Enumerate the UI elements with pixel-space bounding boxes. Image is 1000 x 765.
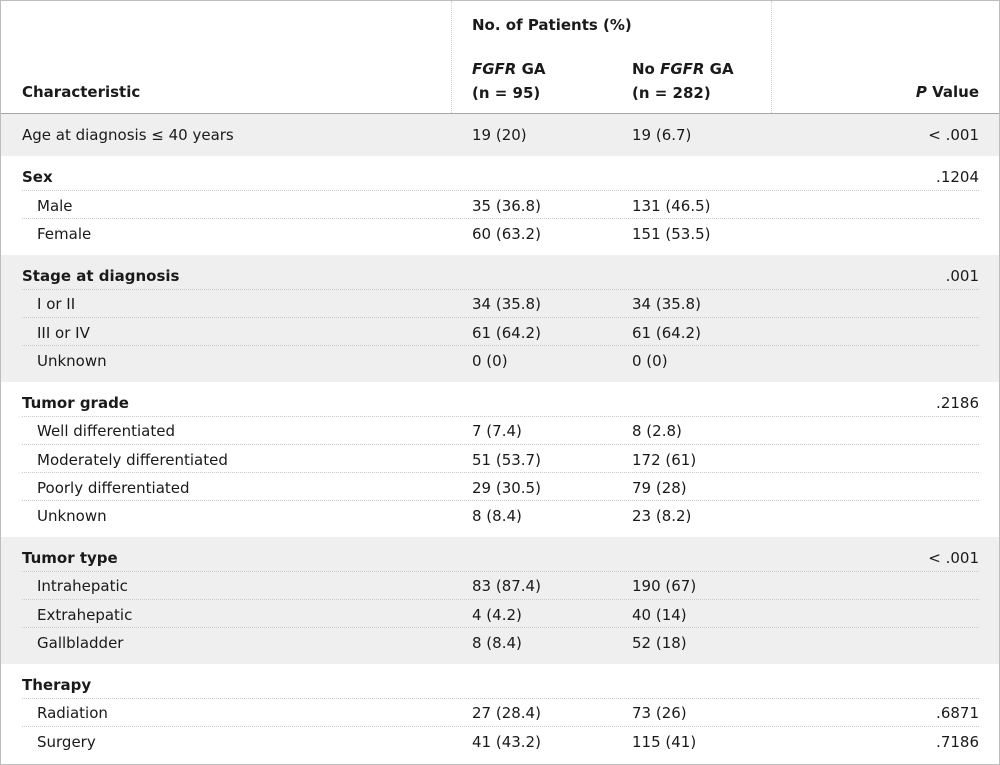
no-fgfr-value: 79 (28) bbox=[632, 479, 687, 497]
group-label: Therapy bbox=[22, 676, 92, 694]
fgfr-value: 34 (35.8) bbox=[472, 295, 541, 313]
row-label: Moderately differentiated bbox=[37, 451, 228, 469]
header-divider bbox=[771, 1, 772, 113]
fgfr-value: 83 (87.4) bbox=[472, 577, 541, 595]
row-label: Female bbox=[37, 225, 92, 243]
row-label: Male bbox=[37, 197, 73, 215]
fgfr-ga-header: FGFR GA bbox=[472, 60, 546, 78]
table-header bbox=[1, 1, 999, 114]
row-label: Radiation bbox=[37, 704, 108, 722]
row-label: Age at diagnosis ≤ 40 years bbox=[22, 126, 234, 144]
no-fgfr-value: 19 (6.7) bbox=[632, 126, 692, 144]
row-label: III or IV bbox=[37, 324, 90, 342]
no-fgfr-ga-header: No FGFR GA bbox=[632, 60, 734, 78]
group-label: Tumor type bbox=[22, 549, 118, 567]
group-label: Tumor grade bbox=[22, 394, 129, 412]
row-label: Extrahepatic bbox=[37, 606, 133, 624]
fgfr-value: 61 (64.2) bbox=[472, 324, 541, 342]
p-value-header: P Value bbox=[915, 83, 979, 101]
fgfr-value: 35 (36.8) bbox=[472, 197, 541, 215]
header-divider bbox=[451, 1, 452, 113]
no-fgfr-value: 61 (64.2) bbox=[632, 324, 701, 342]
no-fgfr-ga-n: (n = 282) bbox=[632, 84, 711, 102]
group-header: No. of Patients (%) bbox=[472, 16, 632, 34]
p-value: .2186 bbox=[936, 394, 979, 412]
no-fgfr-value: 131 (46.5) bbox=[632, 197, 711, 215]
p-value: .6871 bbox=[936, 704, 979, 722]
fgfr-value: 29 (30.5) bbox=[472, 479, 541, 497]
table-row bbox=[1, 114, 999, 156]
fgfr-value: 19 (20) bbox=[472, 126, 527, 144]
fgfr-value: 4 (4.2) bbox=[472, 606, 522, 624]
fgfr-value: 7 (7.4) bbox=[472, 422, 522, 440]
no-fgfr-value: 115 (41) bbox=[632, 733, 697, 751]
characteristic-header: Characteristic bbox=[22, 83, 141, 101]
row-label: Well differentiated bbox=[37, 422, 175, 440]
fgfr-value: 8 (8.4) bbox=[472, 634, 522, 652]
fgfr-value: 51 (53.7) bbox=[472, 451, 541, 469]
p-value: .001 bbox=[945, 267, 979, 285]
fgfr-value: 41 (43.2) bbox=[472, 733, 541, 751]
no-fgfr-value: 23 (8.2) bbox=[632, 507, 692, 525]
no-fgfr-value: 52 (18) bbox=[632, 634, 687, 652]
row-group-stage bbox=[1, 255, 999, 382]
row-label: Poorly differentiated bbox=[37, 479, 190, 497]
row-group-type bbox=[1, 537, 999, 664]
row-label: Surgery bbox=[37, 733, 96, 751]
p-value: < .001 bbox=[928, 549, 979, 567]
row-group-grade bbox=[1, 382, 999, 537]
no-fgfr-value: 0 (0) bbox=[632, 352, 668, 370]
group-label: Sex bbox=[22, 168, 53, 186]
fgfr-ga-n: (n = 95) bbox=[472, 84, 541, 102]
no-fgfr-value: 172 (61) bbox=[632, 451, 697, 469]
fgfr-value: 60 (63.2) bbox=[472, 225, 541, 243]
p-value: < .001 bbox=[928, 126, 979, 144]
fgfr-value: 8 (8.4) bbox=[472, 507, 522, 525]
row-label: I or II bbox=[37, 295, 76, 313]
row-label: Unknown bbox=[37, 352, 107, 370]
no-fgfr-value: 34 (35.8) bbox=[632, 295, 701, 313]
row-label: Gallbladder bbox=[37, 634, 124, 652]
row-group-therapy bbox=[1, 664, 999, 764]
no-fgfr-value: 151 (53.5) bbox=[632, 225, 711, 243]
fgfr-value: 27 (28.4) bbox=[472, 704, 541, 722]
group-label: Stage at diagnosis bbox=[22, 267, 180, 285]
row-label: Unknown bbox=[37, 507, 107, 525]
fgfr-value: 0 (0) bbox=[472, 352, 508, 370]
p-value: .1204 bbox=[936, 168, 979, 186]
no-fgfr-value: 73 (26) bbox=[632, 704, 687, 722]
row-label: Intrahepatic bbox=[37, 577, 128, 595]
no-fgfr-value: 190 (67) bbox=[632, 577, 697, 595]
no-fgfr-value: 8 (2.8) bbox=[632, 422, 682, 440]
p-value: .7186 bbox=[936, 733, 979, 751]
no-fgfr-value: 40 (14) bbox=[632, 606, 687, 624]
row-group-sex bbox=[1, 156, 999, 255]
